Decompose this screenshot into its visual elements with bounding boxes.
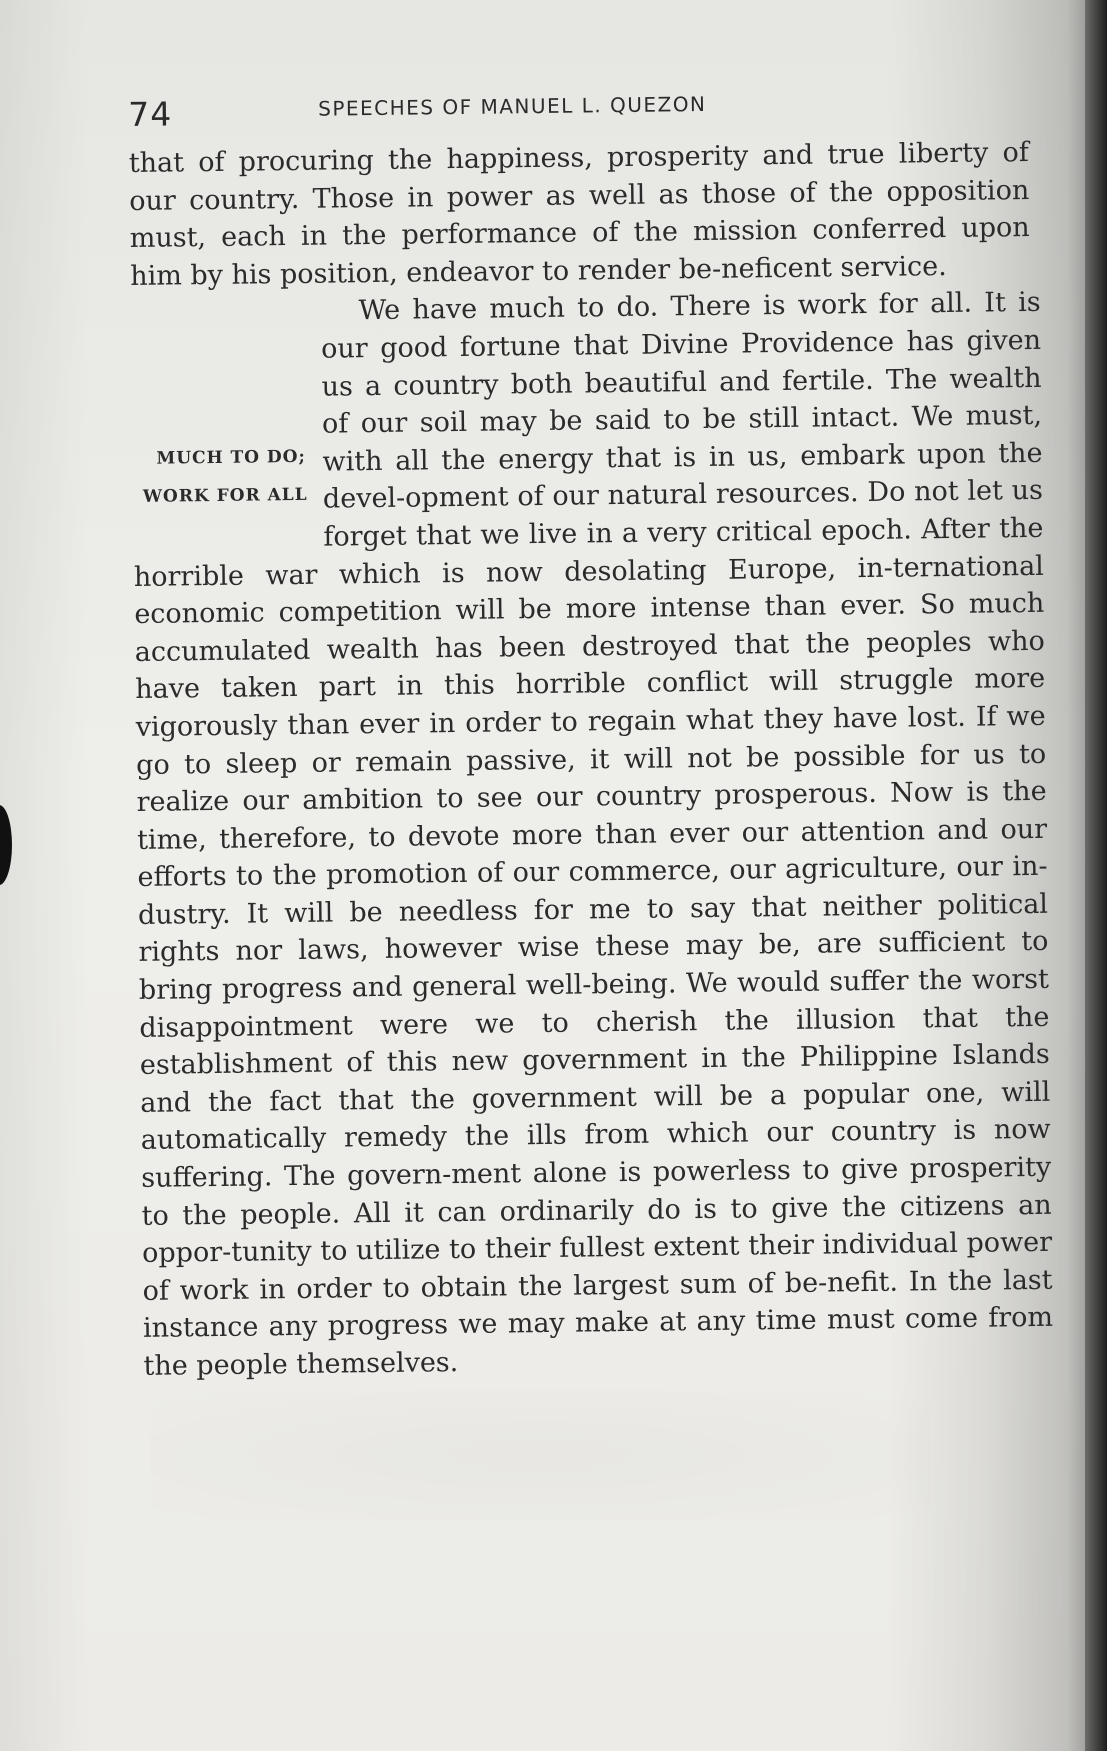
binding-mark bbox=[0, 805, 12, 885]
margin-note-line-1: MUCH TO DO; bbox=[156, 447, 306, 470]
running-head: SPEECHES OF MANUEL L. QUEZON bbox=[318, 91, 707, 121]
book-page bbox=[128, 84, 1059, 1386]
paper-smudge bbox=[150, 1390, 930, 1520]
page-number: 74 bbox=[128, 94, 173, 134]
margin-note bbox=[122, 405, 348, 558]
margin-note-line-2: WORK FOR ALL bbox=[142, 485, 308, 508]
paragraph-2-block bbox=[130, 284, 1058, 1385]
page-edge-shadow bbox=[1085, 0, 1107, 1751]
paragraph-1: that of procuring the happiness, prosperity and true liberty of our country. Those in power as well as those of the opposition must, each in the performance of the mission conferred upon him by his position, endeavor to render be-neficent service. bbox=[128, 137, 1030, 292]
paragraph-2-text: We have much to do. There is work for all. It is our good fortune that Divine Providence has given us a country both beautiful and fertile. The wealth of our soil may be said to be still intact. We must, with all the energy that is in us, embark upon the devel-opment of our natural resources. Do not let us forget that we live in a very critical epoch. After the horrible war which is now desolating Europe, in-ternational economic competition will be more intense than ever. So much accumulated wealth has been destroyed that the peoples who have taken part in this horrible conflict will struggle more vigorously than ever in order to regain what they have lost. If we go to sleep or remain passive, it will not be possible for us to realize our ambition to see our country prosperous. Now is the time, therefore, to devote more than ever our attention and our efforts to the promotion of our commerce, our agriculture, our in-dustry. It will be needless for me to say that neither political rights nor laws, however wise these may be, are sufficient to bring progress and general well-being. We would suffer the worst disappointment were we to cherish the illusion that the establishment of this new government in the Philippine Islands and the fact that the government will be a popular one, will automatically remedy the ills from which our country is now suffering. The govern-ment alone is powerless to give prosperity to the people. All it can ordinarily do is to give the citizens an oppor-tunity to utilize to their fullest extent their individual power of work in order to obtain the largest sum of be-nefit. In the last instance any progress we may make at any time must come from the people themselves. bbox=[133, 287, 1054, 1382]
